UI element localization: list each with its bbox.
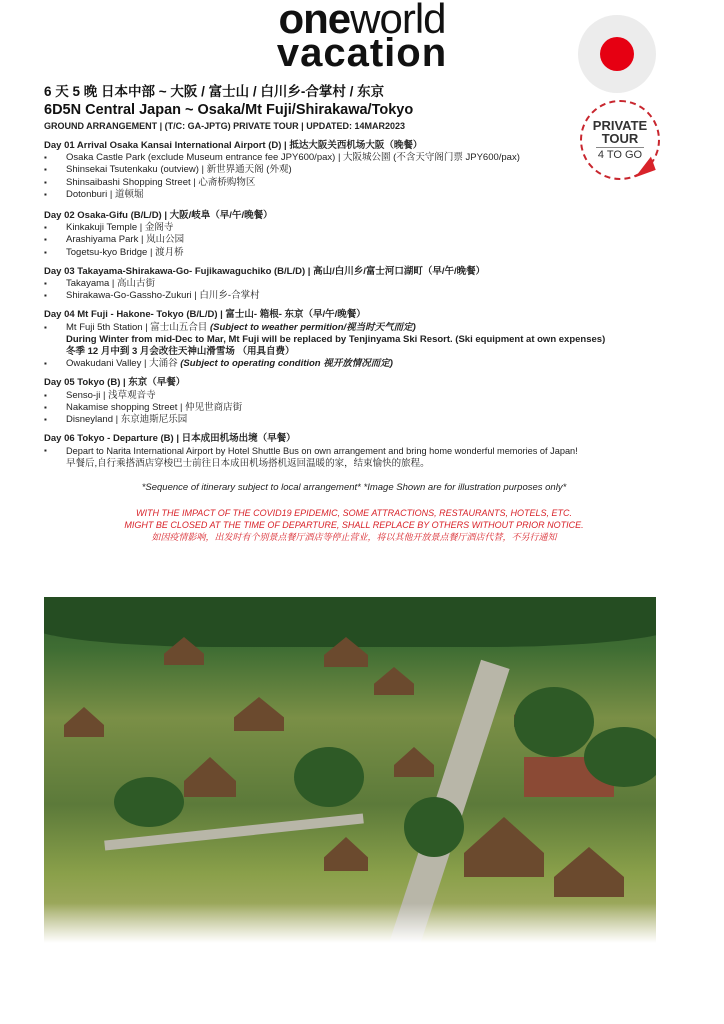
list-item: ▪ Nakamise shopping Street | 仲见世商店街 <box>44 402 664 414</box>
day-03 <box>44 266 664 303</box>
japan-flag-icon <box>578 15 656 93</box>
winter-note: During Winter from mid-Dec to Mar, Mt Fuji will be replaced by Tenjinyama Ski Resort. (Ski equipment at own expenses) <box>66 333 606 345</box>
badge-line: 4 TO GO <box>597 149 643 161</box>
item-text: Owakudani Valley | 大涌谷 <box>66 358 178 370</box>
list-item: ▪ Depart to Narita International Airport by Hotel Shuttle Bus on own arrangement and bring home wonderful memories of Japan! <box>44 445 664 457</box>
list-item <box>44 358 664 370</box>
shirakawa-go-village-photo <box>44 597 656 943</box>
covid-notice <box>44 507 664 543</box>
disclaimer: *Sequence of itinerary subject to local arrangement* *Image Shown are for illustration purposes only* <box>141 481 567 493</box>
day-01 <box>44 140 664 201</box>
list-item: ▪ Disneyland | 东京迪斯尼乐园 <box>44 414 664 426</box>
title-english: 6D5N Central Japan ~ Osaka/Mt Fuji/Shirakawa/Tokyo <box>44 102 414 118</box>
day-02 <box>44 210 664 259</box>
item-note: (Subject to weather permition/视当时天气而定) <box>209 321 416 333</box>
badge-line: PRIVATE <box>592 118 648 133</box>
logo-text: one <box>278 0 351 42</box>
list-item: ▪ Senso-ji | 浅草观音寺 <box>44 390 664 402</box>
list-item <box>44 322 664 334</box>
covid-line: 如因疫情影响，出发时有个别景点餐厅酒店等停止营业，将以其他开放景点餐厅酒店代替，不另行通知 <box>151 531 557 542</box>
tour-subtitle: GROUND ARRANGEMENT | (T/C: GA-JPTG) PRIVATE TOUR | UPDATED: 14MAR2023 <box>44 121 406 131</box>
day-04 <box>44 309 664 370</box>
list-item-cn: 早餐后,自行乘搭酒店穿梭巴士前往日本成田机场搭机返回温暖的家，结束愉快的旅程。 <box>66 457 430 469</box>
winter-note-cn: 冬季 12 月中到 3 月会改往天神山滑雪场 （用具自费） <box>66 346 295 358</box>
list-item: ▪ Shinsekai Tsutenkaku (outview) | 新世界通天阁 (外观) <box>44 164 664 176</box>
list-item: ▪ Arashiyama Park | 岚山公园 <box>44 234 664 246</box>
day-title: Day 03 Takayama-Shirakawa-Go- Fujikawaguchiko (B/L/D) | 高山/白川乡/富士河口湖町（早/午/晚餐） <box>44 265 486 277</box>
day-title: Day 05 Tokyo (B) | 东京（早餐） <box>44 377 186 389</box>
item-text: Mt Fuji 5th Station | 富士山五合目 <box>66 321 208 333</box>
title-chinese: 6 天 5 晚 日本中部 ~ 大阪 / 富士山 / 白川乡-合掌村 / 东京 <box>44 84 385 99</box>
day-title: Day 04 Mt Fuji - Hakone- Tokyo (B/L/D) | 富士山- 箱根- 东京（早/午/晚餐） <box>44 309 366 321</box>
list-item: ▪ Kinkakuji Temple | 金阁寺 <box>44 222 664 234</box>
list-item: ▪ Togetsu-kyo Bridge | 渡月桥 <box>44 247 664 259</box>
item-note: (Subject to operating condition 视开放情况而定) <box>180 358 393 370</box>
day-05 <box>44 377 664 426</box>
covid-line: WITH THE IMPACT OF THE COVID19 EPIDEMIC, SOME ATTRACTIONS, RESTAURANTS, HOTELS, ETC. <box>135 507 573 518</box>
covid-line: MIGHT BE CLOSED AT THE TIME OF DEPARTURE, SHALL REPLACE BY OTHERS WITHOUT PRIOR NOTICE. <box>124 519 584 530</box>
list-item: ▪ Shirakawa-Go-Gassho-Zukuri | 白川乡-合掌村 <box>44 290 664 302</box>
list-item: ▪ Osaka Castle Park (exclude Museum entrance fee JPY600/pax) | 大阪城公園 (不含天守阁门票 JPY600/pax) <box>44 152 664 164</box>
badge-line: TOUR <box>601 131 639 146</box>
day-title: Day 01 Arrival Osaka Kansai International Airport (D) | 抵达大阪关西机场大阪（晚餐） <box>44 140 423 151</box>
list-item: ▪ Takayama | 高山古街 <box>44 278 664 290</box>
day-06 <box>44 433 664 470</box>
logo-text: world <box>350 0 446 42</box>
day-title: Day 06 Tokyo - Departure (B) | 日本成田机场出境（早餐） <box>44 433 296 445</box>
itinerary <box>44 83 664 543</box>
list-item: ▪ Shinsaibashi Shopping Street | 心斋桥购物区 <box>44 177 664 189</box>
oneworld-vacation-logo <box>232 0 492 75</box>
list-item: ▪ Dotonburi | 道顿堀 <box>44 189 664 201</box>
day-title: Day 02 Osaka-Gifu (B/L/D) | 大阪/岐阜（早/午/晚餐） <box>44 210 273 222</box>
logo-text: vacation <box>276 31 448 75</box>
